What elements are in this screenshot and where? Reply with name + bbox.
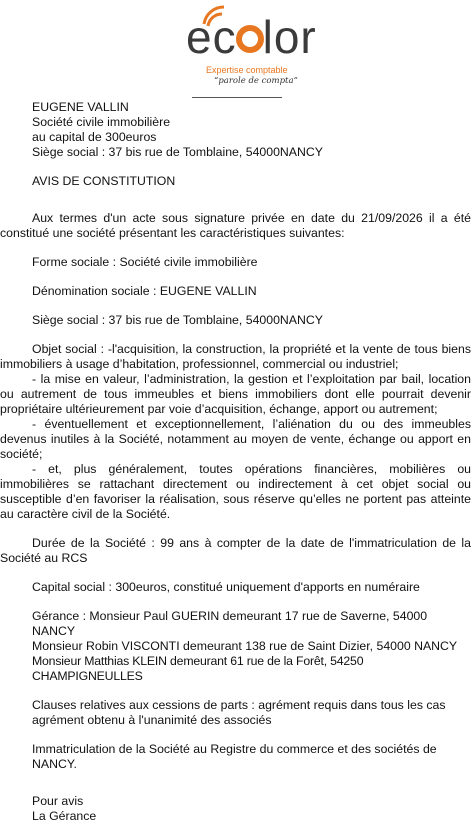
clauses-cessions: Clauses relatives aux cessions de parts : agrément requis dans tous les cas agrément obtenu à l'unanimité des associés	[32, 698, 446, 727]
forme-sociale: Forme sociale : Société civile immobilière	[32, 255, 258, 269]
logo-subtitle: Expertise comptable	[206, 65, 288, 75]
closing	[0, 794, 473, 824]
gerance-line-2: Monsieur Robin VISCONTI demeurant 138 rue de Saint Dizier, 54000 NANCY	[32, 639, 458, 653]
logo-divider	[192, 97, 282, 98]
gerance	[0, 609, 473, 684]
eclor-logo	[150, 2, 330, 102]
siege-social: Siège social : 37 bis rue de Tomblaine, 54000NANCY	[32, 313, 323, 327]
legal-notice	[0, 100, 473, 824]
objet-social-4: - et, plus généralement, toutes opérations financières, mobilières ou immobilières se rattachant directement ou indirectement à cet objet social ou susceptible d’en favoriser la réalisation, sous réserve qu’elles ne portent pas atteinte au caractère civil de la Société.	[0, 462, 471, 521]
company-header	[0, 100, 473, 160]
gerance-line-3: Monsieur Matthias KLEIN demeurant 61 rue de la Forêt, 54250 CHAMPIGNEULLES	[32, 654, 364, 683]
duree-societe: Durée de la Société : 99 ans à compter de la date de l'immatriculation de la Société au RCS	[0, 536, 471, 565]
immatriculation: Immatriculation de la Société au Registre du commerce et des sociétés de NANCY.	[32, 742, 437, 771]
capital-social: Capital social : 300euros, constitué uniquement d'apports en numéraire	[32, 580, 420, 594]
objet-social-2: - la mise en valeur, l’administration, la gestion et l’exploitation par bail, location ou autrement de tous immeubles et biens immobiliers dont elle pourrait devenir propriétaire ultérieurement par voie d’acquisition, échange, apport ou autrement;	[0, 372, 471, 416]
gerance-line-1: Gérance : Monsieur Paul GUERIN demeurant 17 rue de Saverne, 54000 NANCY	[32, 609, 428, 638]
logo-tagline: “parole de compta”	[214, 76, 298, 86]
denomination-sociale: Dénomination sociale : EUGENE VALLIN	[32, 284, 257, 298]
logo-wordmark: ec lor	[186, 11, 317, 63]
closing-la-gerance: La Gérance	[32, 809, 97, 823]
company-seat: Siège social : 37 bis rue de Tomblaine, 54000NANCY	[32, 145, 323, 159]
notice-title: AVIS DE CONSTITUTION	[32, 174, 176, 188]
company-capital: au capital de 300euros	[32, 130, 157, 144]
objet-social-1: Objet social : -l'acquisition, la construction, la propriété et la vente de tous biens immobiliers à usage d’habitation, professionnel, commercial ou industriel;	[0, 342, 471, 371]
closing-pour-avis: Pour avis	[32, 794, 84, 808]
company-name: EUGENE VALLIN	[32, 100, 129, 114]
objet-social-3: - éventuellement et exceptionnellement, l’aliénation du ou des immeubles devenus inutiles à la Société, notamment au moyen de vente, échange ou apport en société;	[0, 417, 471, 461]
intro-paragraph: Aux termes d'un acte sous signature privée en date du 21/09/2026 il a été constitué une société présentant les caractéristiques suivantes:	[0, 211, 471, 240]
company-type: Société civile immobilière	[32, 115, 171, 129]
